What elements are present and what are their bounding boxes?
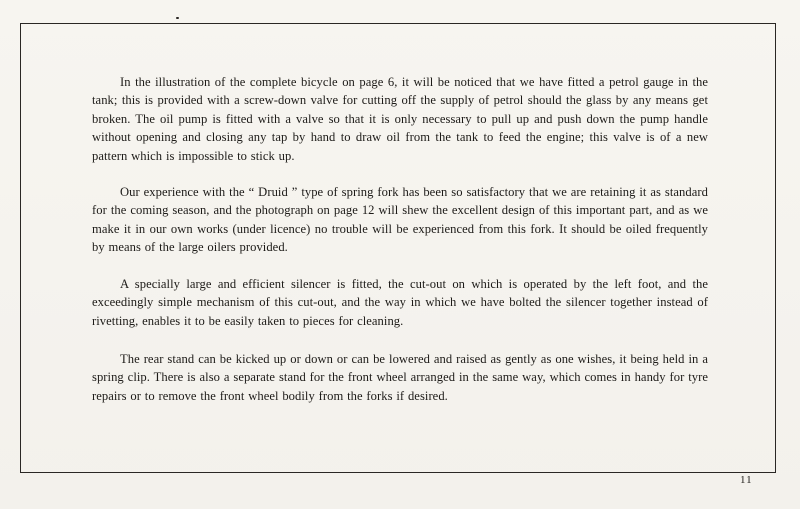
- paragraph-silencer: [92, 275, 708, 330]
- paragraph-petrol-gauge: [92, 73, 708, 165]
- paragraph-text: A specially large and efficient silencer is fitted, the cut-out on which is operated by the left foot, and the exceedingly simple mechanism of this cut-out, and the way in which we have bolted the silencer together instead of rivetting, enables it to be easily taken to pieces for cleaning.: [92, 277, 708, 328]
- paragraph-rear-stand: [92, 350, 708, 405]
- paragraph-druid-fork: [92, 183, 708, 257]
- paragraph-text: In the illustration of the complete bicycle on page 6, it will be noticed that we have fitted a petrol gauge in the tank; this is provided with a screw-down valve for cutting off the supply of petrol should the glass by any means get broken. The oil pump is fitted with a valve so that it is only necessary to pull up and push down the pump handle without opening and closing any tap by hand to draw oil from the tank to feed the engine; this valve is of a new pattern which is impossible to stick up.: [92, 75, 708, 163]
- paragraph-text: The rear stand can be kicked up or down or can be lowered and raised as gently as one wishes, it being held in a spring clip. There is also a separate stand for the front wheel arranged in the same way, which comes in handy for tyre repairs or to remove the front wheel bodily from the forks if desired.: [92, 352, 708, 403]
- page-number: 11: [740, 474, 753, 486]
- paragraph-text: Our experience with the “ Druid ” type of spring fork has been so satisfactory that we are retaining it as standard for the coming season, and the photograph on page 12 will shew the excellent design of this important part, and as we make it in our own works (under licence) no trouble will be experienced from this fork. It should be oiled frequently by means of the large oilers provided.: [92, 185, 708, 255]
- ink-speck: [176, 17, 179, 19]
